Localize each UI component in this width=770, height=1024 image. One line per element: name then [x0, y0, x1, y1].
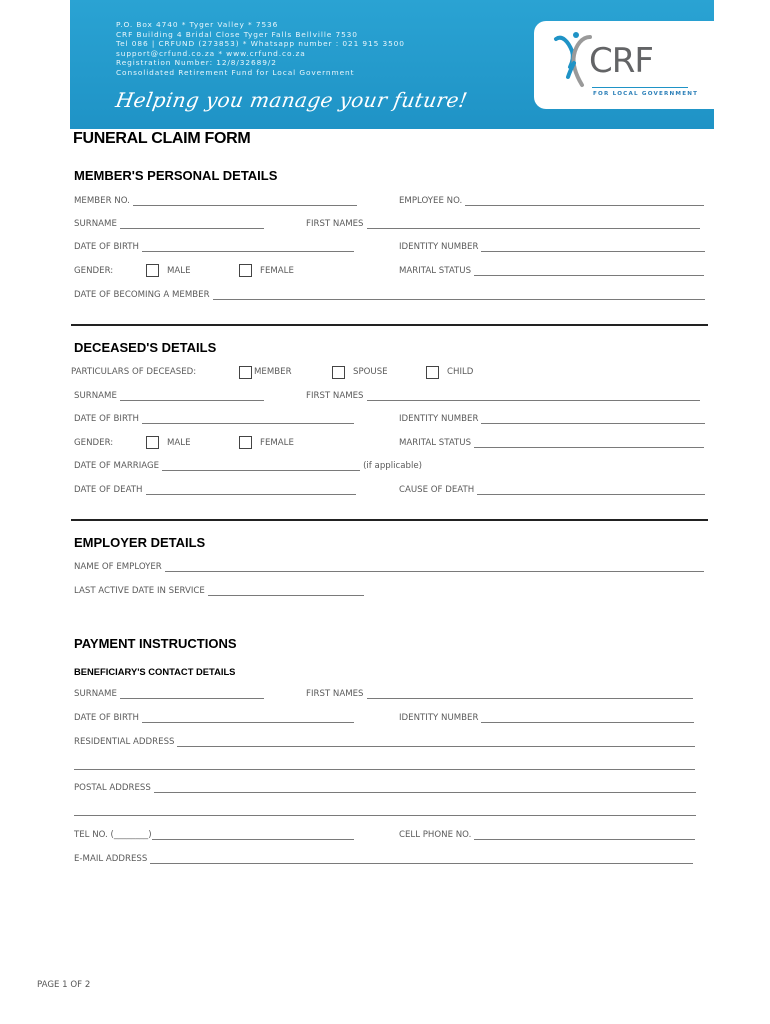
beneficiary-subheading: BENEFICIARY'S CONTACT DETAILS: [74, 666, 236, 677]
fill-line[interactable]: [120, 392, 264, 401]
field-label: DATE OF DEATH: [74, 485, 143, 495]
particulars-label: PARTICULARS OF DECEASED:: [71, 367, 197, 377]
deceased-female-label: FEMALE: [260, 438, 294, 448]
fill-line[interactable]: [150, 855, 693, 864]
page-number: PAGE 1 OF 2: [37, 980, 91, 990]
member-surname-field[interactable]: [74, 219, 264, 229]
fill-line[interactable]: [120, 690, 264, 699]
info-line: support@crfund.co.za * www.crfund.co.za: [116, 48, 306, 58]
deceased-id-field[interactable]: [399, 414, 705, 424]
field-label: MEMBER NO.: [74, 196, 130, 206]
email-address-field[interactable]: [74, 854, 693, 864]
last-active-date-field[interactable]: [74, 586, 364, 596]
fill-line[interactable]: [74, 761, 695, 770]
field-label: FIRST NAMES: [306, 219, 364, 229]
member-female-label: FEMALE: [260, 266, 294, 276]
field-label: CAUSE OF DEATH: [399, 485, 475, 495]
info-line: Registration Number: 12/8/32689/2: [116, 58, 277, 68]
field-label: IDENTITY NUMBER: [399, 414, 479, 424]
fill-line[interactable]: [142, 243, 354, 252]
field-label: SURNAME: [74, 689, 117, 699]
postal-address-line-2[interactable]: [74, 807, 696, 816]
field-label: SURNAME: [74, 219, 117, 229]
cell-phone-field[interactable]: [399, 830, 695, 840]
member-dob-field[interactable]: [74, 242, 354, 252]
deceased-marital-field[interactable]: [399, 438, 704, 448]
info-line: CRF Building 4 Bridal Close Tyger Falls Bellville 7530: [116, 29, 358, 39]
fill-line[interactable]: [146, 486, 357, 495]
deceased-section-heading: DECEASED'S DETAILS: [74, 340, 217, 355]
fill-line[interactable]: [481, 415, 705, 424]
member-id-field[interactable]: [399, 242, 705, 252]
field-label: FIRST NAMES: [306, 391, 364, 401]
deceased-member-checkbox[interactable]: [239, 366, 252, 379]
fill-line[interactable]: [120, 220, 264, 229]
field-label: DATE OF BIRTH: [74, 414, 140, 424]
fill-line[interactable]: [474, 267, 704, 276]
logo-divider: [592, 87, 688, 88]
field-label: MARITAL STATUS: [399, 438, 472, 448]
deceased-surname-field[interactable]: [74, 391, 264, 401]
logo-subtext: FOR LOCAL GOVERNMENT: [593, 91, 699, 97]
field-label: DATE OF MARRIAGE: [74, 461, 160, 471]
field-label: CELL PHONE NO.: [399, 830, 472, 840]
slogan: Helping you manage your future!: [113, 88, 470, 112]
field-label: IDENTITY NUMBER: [399, 713, 479, 723]
form-title: FUNERAL CLAIM FORM: [73, 130, 251, 147]
deceased-female-checkbox[interactable]: [239, 436, 252, 449]
fill-line[interactable]: [465, 197, 704, 206]
deceased-first-names-field[interactable]: [306, 391, 700, 401]
deceased-child-checkbox[interactable]: [426, 366, 439, 379]
info-line: Consolidated Retirement Fund for Local Government: [116, 67, 355, 77]
member-gender-label: GENDER:: [74, 266, 114, 276]
payment-section-heading: PAYMENT INSTRUCTIONS: [74, 636, 237, 651]
date-of-death-field[interactable]: [74, 485, 356, 495]
beneficiary-id-field[interactable]: [399, 713, 694, 723]
field-label: DATE OF BECOMING A MEMBER: [74, 290, 210, 300]
fill-line[interactable]: [165, 563, 704, 572]
field-label: TEL NO. (________): [74, 830, 152, 840]
tel-no-field[interactable]: [74, 830, 354, 840]
deceased-member-label: MEMBER: [254, 367, 292, 377]
date-becoming-member-field[interactable]: [74, 290, 705, 300]
fill-line[interactable]: [481, 714, 694, 723]
field-label: DATE OF BIRTH: [74, 713, 140, 723]
field-label: EMPLOYEE NO.: [399, 196, 463, 206]
deceased-male-checkbox[interactable]: [146, 436, 159, 449]
fill-line[interactable]: [74, 807, 696, 816]
field-label: POSTAL ADDRESS: [74, 783, 151, 793]
employee-no-field[interactable]: [399, 196, 704, 206]
info-line: Tel 086 | CRFUND (273853) * Whatsapp number : 021 915 3500: [116, 39, 405, 49]
date-of-marriage-field[interactable]: [74, 461, 422, 471]
info-line: P.O. Box 4740 * Tyger Valley * 7536: [116, 20, 279, 29]
field-label: FIRST NAMES: [306, 689, 364, 699]
employer-section-heading: EMPLOYER DETAILS: [74, 535, 206, 550]
residential-address-field[interactable]: [74, 737, 695, 747]
contact-info: [116, 20, 405, 78]
fill-line[interactable]: [474, 831, 695, 840]
fill-line[interactable]: [154, 784, 696, 793]
field-label: RESIDENTIAL ADDRESS: [74, 737, 175, 747]
fill-line[interactable]: [477, 486, 705, 495]
field-label: LAST ACTIVE DATE IN SERVICE: [74, 586, 205, 596]
fill-line[interactable]: [142, 714, 354, 723]
fill-line[interactable]: [208, 587, 364, 596]
fill-line[interactable]: [481, 243, 705, 252]
member-no-field[interactable]: [74, 196, 357, 206]
member-male-checkbox[interactable]: [146, 264, 159, 277]
employer-name-field[interactable]: [74, 562, 704, 572]
field-label: MARITAL STATUS: [399, 266, 472, 276]
cause-of-death-field[interactable]: [399, 485, 705, 495]
deceased-gender-label: GENDER:: [74, 438, 114, 448]
fill-line[interactable]: [367, 690, 694, 699]
member-marital-field[interactable]: [399, 266, 704, 276]
member-first-names-field[interactable]: [306, 219, 700, 229]
deceased-spouse-label: SPOUSE: [353, 367, 388, 377]
deceased-spouse-checkbox[interactable]: [332, 366, 345, 379]
fill-line[interactable]: [152, 831, 354, 840]
member-female-checkbox[interactable]: [239, 264, 252, 277]
deceased-dob-field[interactable]: [74, 414, 354, 424]
logo-text: CRF: [589, 41, 653, 81]
fill-line[interactable]: [213, 291, 705, 300]
beneficiary-first-names-field[interactable]: [306, 689, 693, 699]
member-section-heading: MEMBER'S PERSONAL DETAILS: [74, 168, 278, 183]
field-label: SURNAME: [74, 391, 117, 401]
deceased-child-label: CHILD: [447, 367, 474, 377]
fill-line[interactable]: [367, 392, 701, 401]
beneficiary-surname-field[interactable]: [74, 689, 264, 699]
logo: [534, 21, 714, 109]
fill-line[interactable]: [133, 197, 357, 206]
deceased-male-label: MALE: [167, 438, 191, 448]
postal-address-field[interactable]: [74, 783, 696, 793]
field-label: E-MAIL ADDRESS: [74, 854, 148, 864]
member-male-label: MALE: [167, 266, 191, 276]
section-divider: [71, 519, 708, 521]
if-applicable-note: (if applicable): [363, 461, 422, 471]
fill-line[interactable]: [142, 415, 354, 424]
field-label: IDENTITY NUMBER: [399, 242, 479, 252]
fill-line[interactable]: [177, 738, 695, 747]
fill-line[interactable]: [367, 220, 701, 229]
residential-address-line-2[interactable]: [74, 761, 695, 770]
fill-line[interactable]: [162, 462, 360, 471]
field-label: NAME OF EMPLOYER: [74, 562, 162, 572]
beneficiary-dob-field[interactable]: [74, 713, 354, 723]
fill-line[interactable]: [474, 439, 704, 448]
section-divider: [71, 324, 708, 326]
field-label: DATE OF BIRTH: [74, 242, 140, 252]
